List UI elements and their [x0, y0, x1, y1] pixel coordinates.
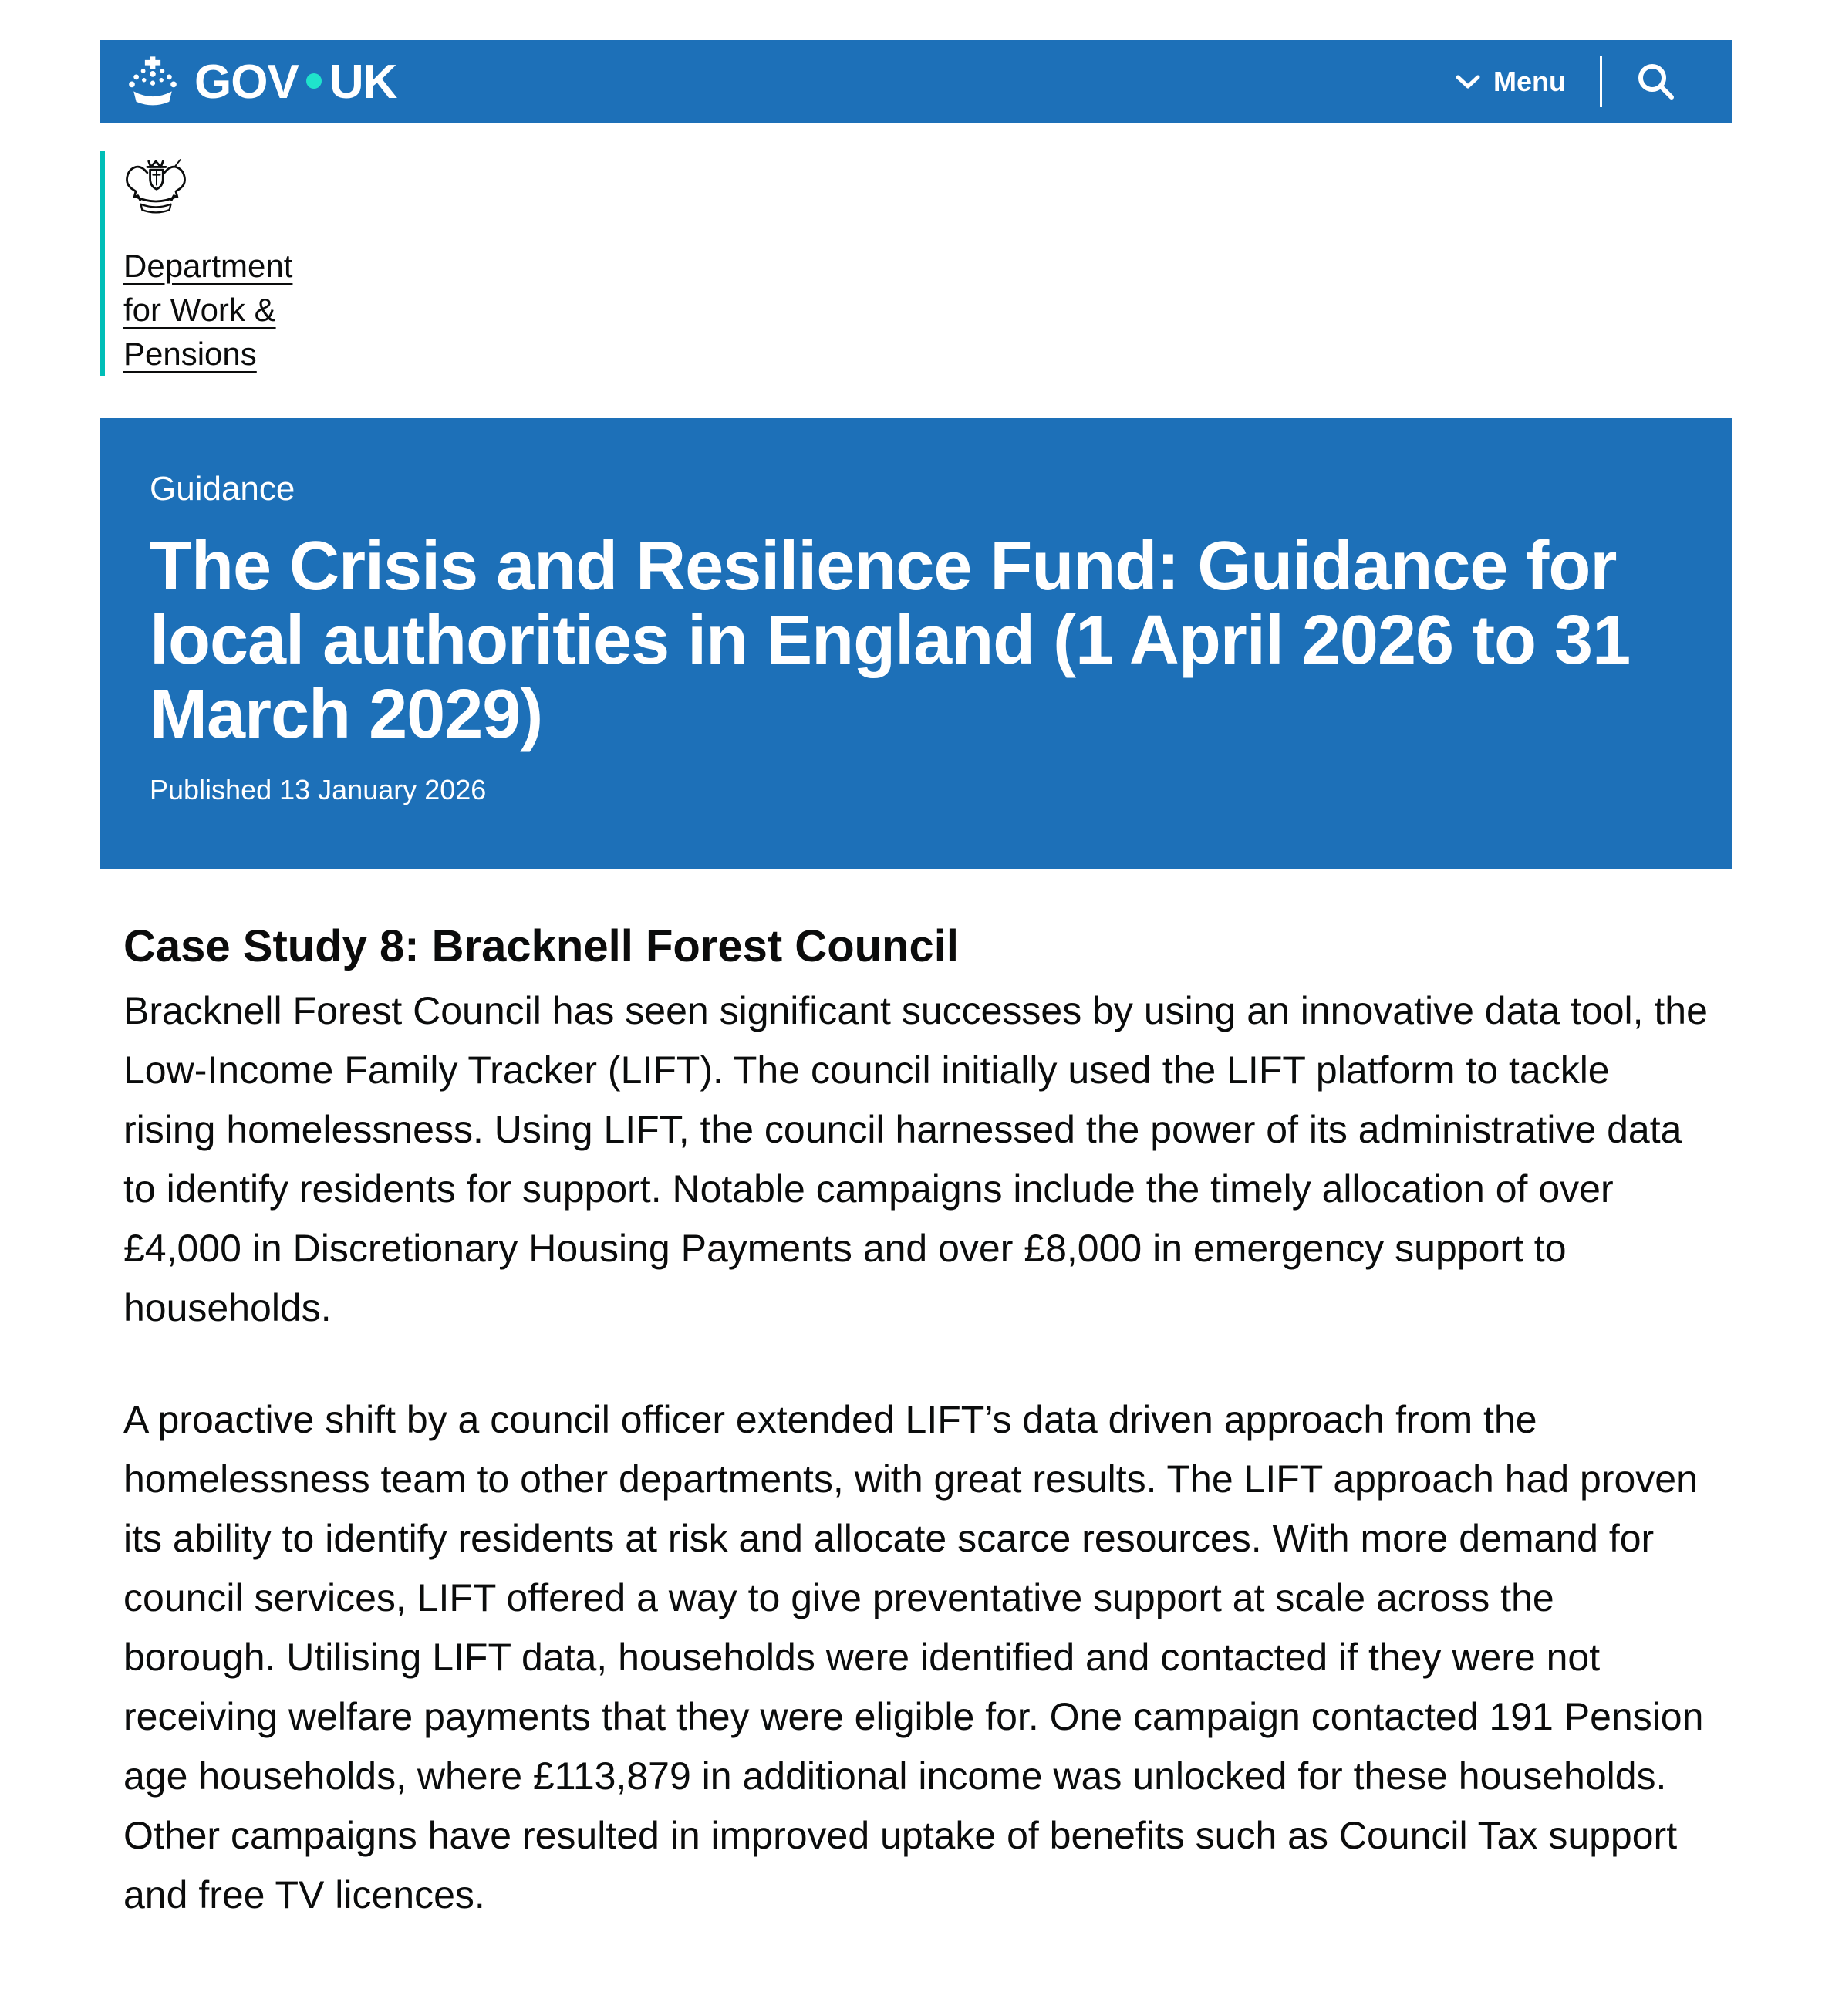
org-name-line-3: Pensions: [123, 336, 257, 372]
published-date: Published 13 January 2026: [150, 774, 487, 805]
govuk-logotype: [194, 55, 396, 110]
royal-coat-of-arms-icon: [123, 151, 188, 231]
case-study-heading: Case Study 8: Bracknell Forest Council: [123, 921, 959, 971]
search-icon: [1636, 62, 1676, 102]
case-study-paragraph-1: Bracknell Forest Council has seen significant successes by using an innovative data tool, the Low-Income Family Tracker (LIFT). The council initially used the LIFT platform to tackle rising homelessness. Using LIFT, the council harnessed the power of its administrative data to identify residents for support. Notable campaigns include the timely allocation of over £4,000 in Discretionary Housing Payments and over £8,000 in emergency support to households.: [123, 989, 1708, 1329]
title-banner: [100, 418, 1732, 869]
page-title: The Crisis and Resilience Fund: Guidance for local authorities in England (1 April 2026 to 31 March 2029): [150, 528, 1631, 753]
menu-button[interactable]: [1455, 66, 1566, 98]
govuk-logo-link[interactable]: [125, 55, 396, 110]
logo-text-uk: UK: [329, 55, 397, 109]
case-study-paragraph-2: A proactive shift by a council officer extended LIFT’s data driven approach from the homelessness team to other departments, with great results. The LIFT approach had proven its ability to identify residents at risk and allocate scarce resources. With more demand for council services, LIFT offered a way to give preventative support at scale across the borough. Utilising LIFT data, households were identified and contacted if they were not receiving welfare payments that they were eligible for. One campaign contacted 191 Pension age households, where £113,879 in additional income was unlocked for these households. Other campaigns have resulted in improved uptake of benefits such as Council Tax support and free TV licences.: [123, 1398, 1704, 1916]
org-name-line-2: for Work &: [123, 292, 276, 328]
org-name-line-1: Department: [123, 248, 293, 284]
header-actions: [1455, 56, 1676, 107]
crown-icon: [125, 56, 181, 107]
dwp-organisation-link[interactable]: [100, 151, 424, 376]
search-button[interactable]: [1636, 62, 1676, 102]
chevron-down-icon: [1455, 74, 1481, 89]
govuk-header: [100, 40, 1732, 123]
menu-label: Menu: [1493, 66, 1566, 97]
header-divider: [1600, 56, 1602, 107]
logo-text-gov: GOV: [194, 55, 299, 109]
main-content: [100, 869, 1732, 1925]
content-type-caption: Guidance: [150, 470, 295, 508]
brand-dot: [306, 73, 322, 89]
